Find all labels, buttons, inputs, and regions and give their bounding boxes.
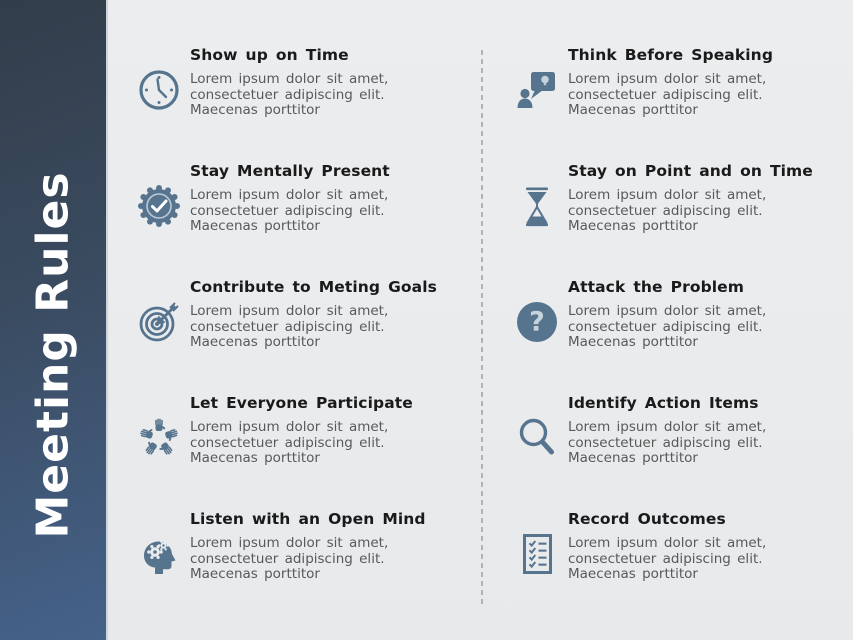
slide-title: Meeting Rules (27, 171, 79, 539)
item-title: Contribute to Meting Goals (190, 278, 437, 296)
list-item (128, 162, 468, 278)
list-item (128, 46, 468, 162)
item-title: Let Everyone Participate (190, 394, 413, 412)
item-description: Lorem ipsum dolor sit amet, consectetuer adipiscing elit. Maecenas porttitor (568, 303, 767, 350)
hands-star-icon (128, 394, 190, 510)
head-gears-icon (128, 510, 190, 626)
column-divider (481, 50, 483, 606)
item-title: Stay Mentally Present (190, 162, 390, 180)
item-text (190, 278, 462, 394)
list-item (128, 278, 468, 394)
target-arrow-icon (128, 278, 190, 394)
item-description: Lorem ipsum dolor sit amet, consectetuer adipiscing elit. Maecenas porttitor (568, 419, 767, 466)
item-title: Record Outcomes (568, 510, 726, 528)
item-text (190, 394, 462, 510)
list-item (506, 278, 846, 394)
badge-check-icon (128, 162, 190, 278)
left-column (128, 46, 468, 626)
item-description: Lorem ipsum dolor sit amet, consectetuer adipiscing elit. Maecenas porttitor (190, 303, 389, 350)
item-title: Listen with an Open Mind (190, 510, 426, 528)
right-column (506, 46, 846, 626)
item-text (568, 510, 840, 626)
list-item (506, 510, 846, 626)
magnifier-icon (506, 394, 568, 510)
item-description: Lorem ipsum dolor sit amet, consectetuer adipiscing elit. Maecenas porttitor (568, 535, 767, 582)
item-description: Lorem ipsum dolor sit amet, consectetuer adipiscing elit. Maecenas porttitor (190, 535, 389, 582)
checklist-icon (506, 510, 568, 626)
list-item (128, 394, 468, 510)
item-text (190, 510, 462, 626)
question-circle-icon (506, 278, 568, 394)
item-text (568, 162, 840, 278)
person-speech-bubble-icon (506, 46, 568, 162)
list-item (506, 394, 846, 510)
item-title: Attack the Problem (568, 278, 745, 296)
item-description: Lorem ipsum dolor sit amet, consectetuer adipiscing elit. Maecenas porttitor (190, 187, 389, 234)
item-description: Lorem ipsum dolor sit amet, consectetuer adipiscing elit. Maecenas porttitor (190, 71, 389, 118)
item-title: Identify Action Items (568, 394, 759, 412)
list-item (506, 162, 846, 278)
item-text (190, 162, 462, 278)
item-text (568, 46, 840, 162)
sidebar (0, 0, 108, 640)
item-title: Show up on Time (190, 46, 349, 64)
item-text (568, 278, 840, 394)
item-text (190, 46, 462, 162)
clock-icon (128, 46, 190, 162)
hourglass-icon (506, 162, 568, 278)
item-description: Lorem ipsum dolor sit amet, consectetuer adipiscing elit. Maecenas porttitor (568, 187, 767, 234)
svg-text:?: ? (529, 306, 545, 338)
item-text (568, 394, 840, 510)
list-item (506, 46, 846, 162)
item-title: Stay on Point and on Time (568, 162, 813, 180)
item-description: Lorem ipsum dolor sit amet, consectetuer adipiscing elit. Maecenas porttitor (568, 71, 767, 118)
item-description: Lorem ipsum dolor sit amet, consectetuer adipiscing elit. Maecenas porttitor (190, 419, 389, 466)
list-item (128, 510, 468, 626)
item-title: Think Before Speaking (568, 46, 774, 64)
